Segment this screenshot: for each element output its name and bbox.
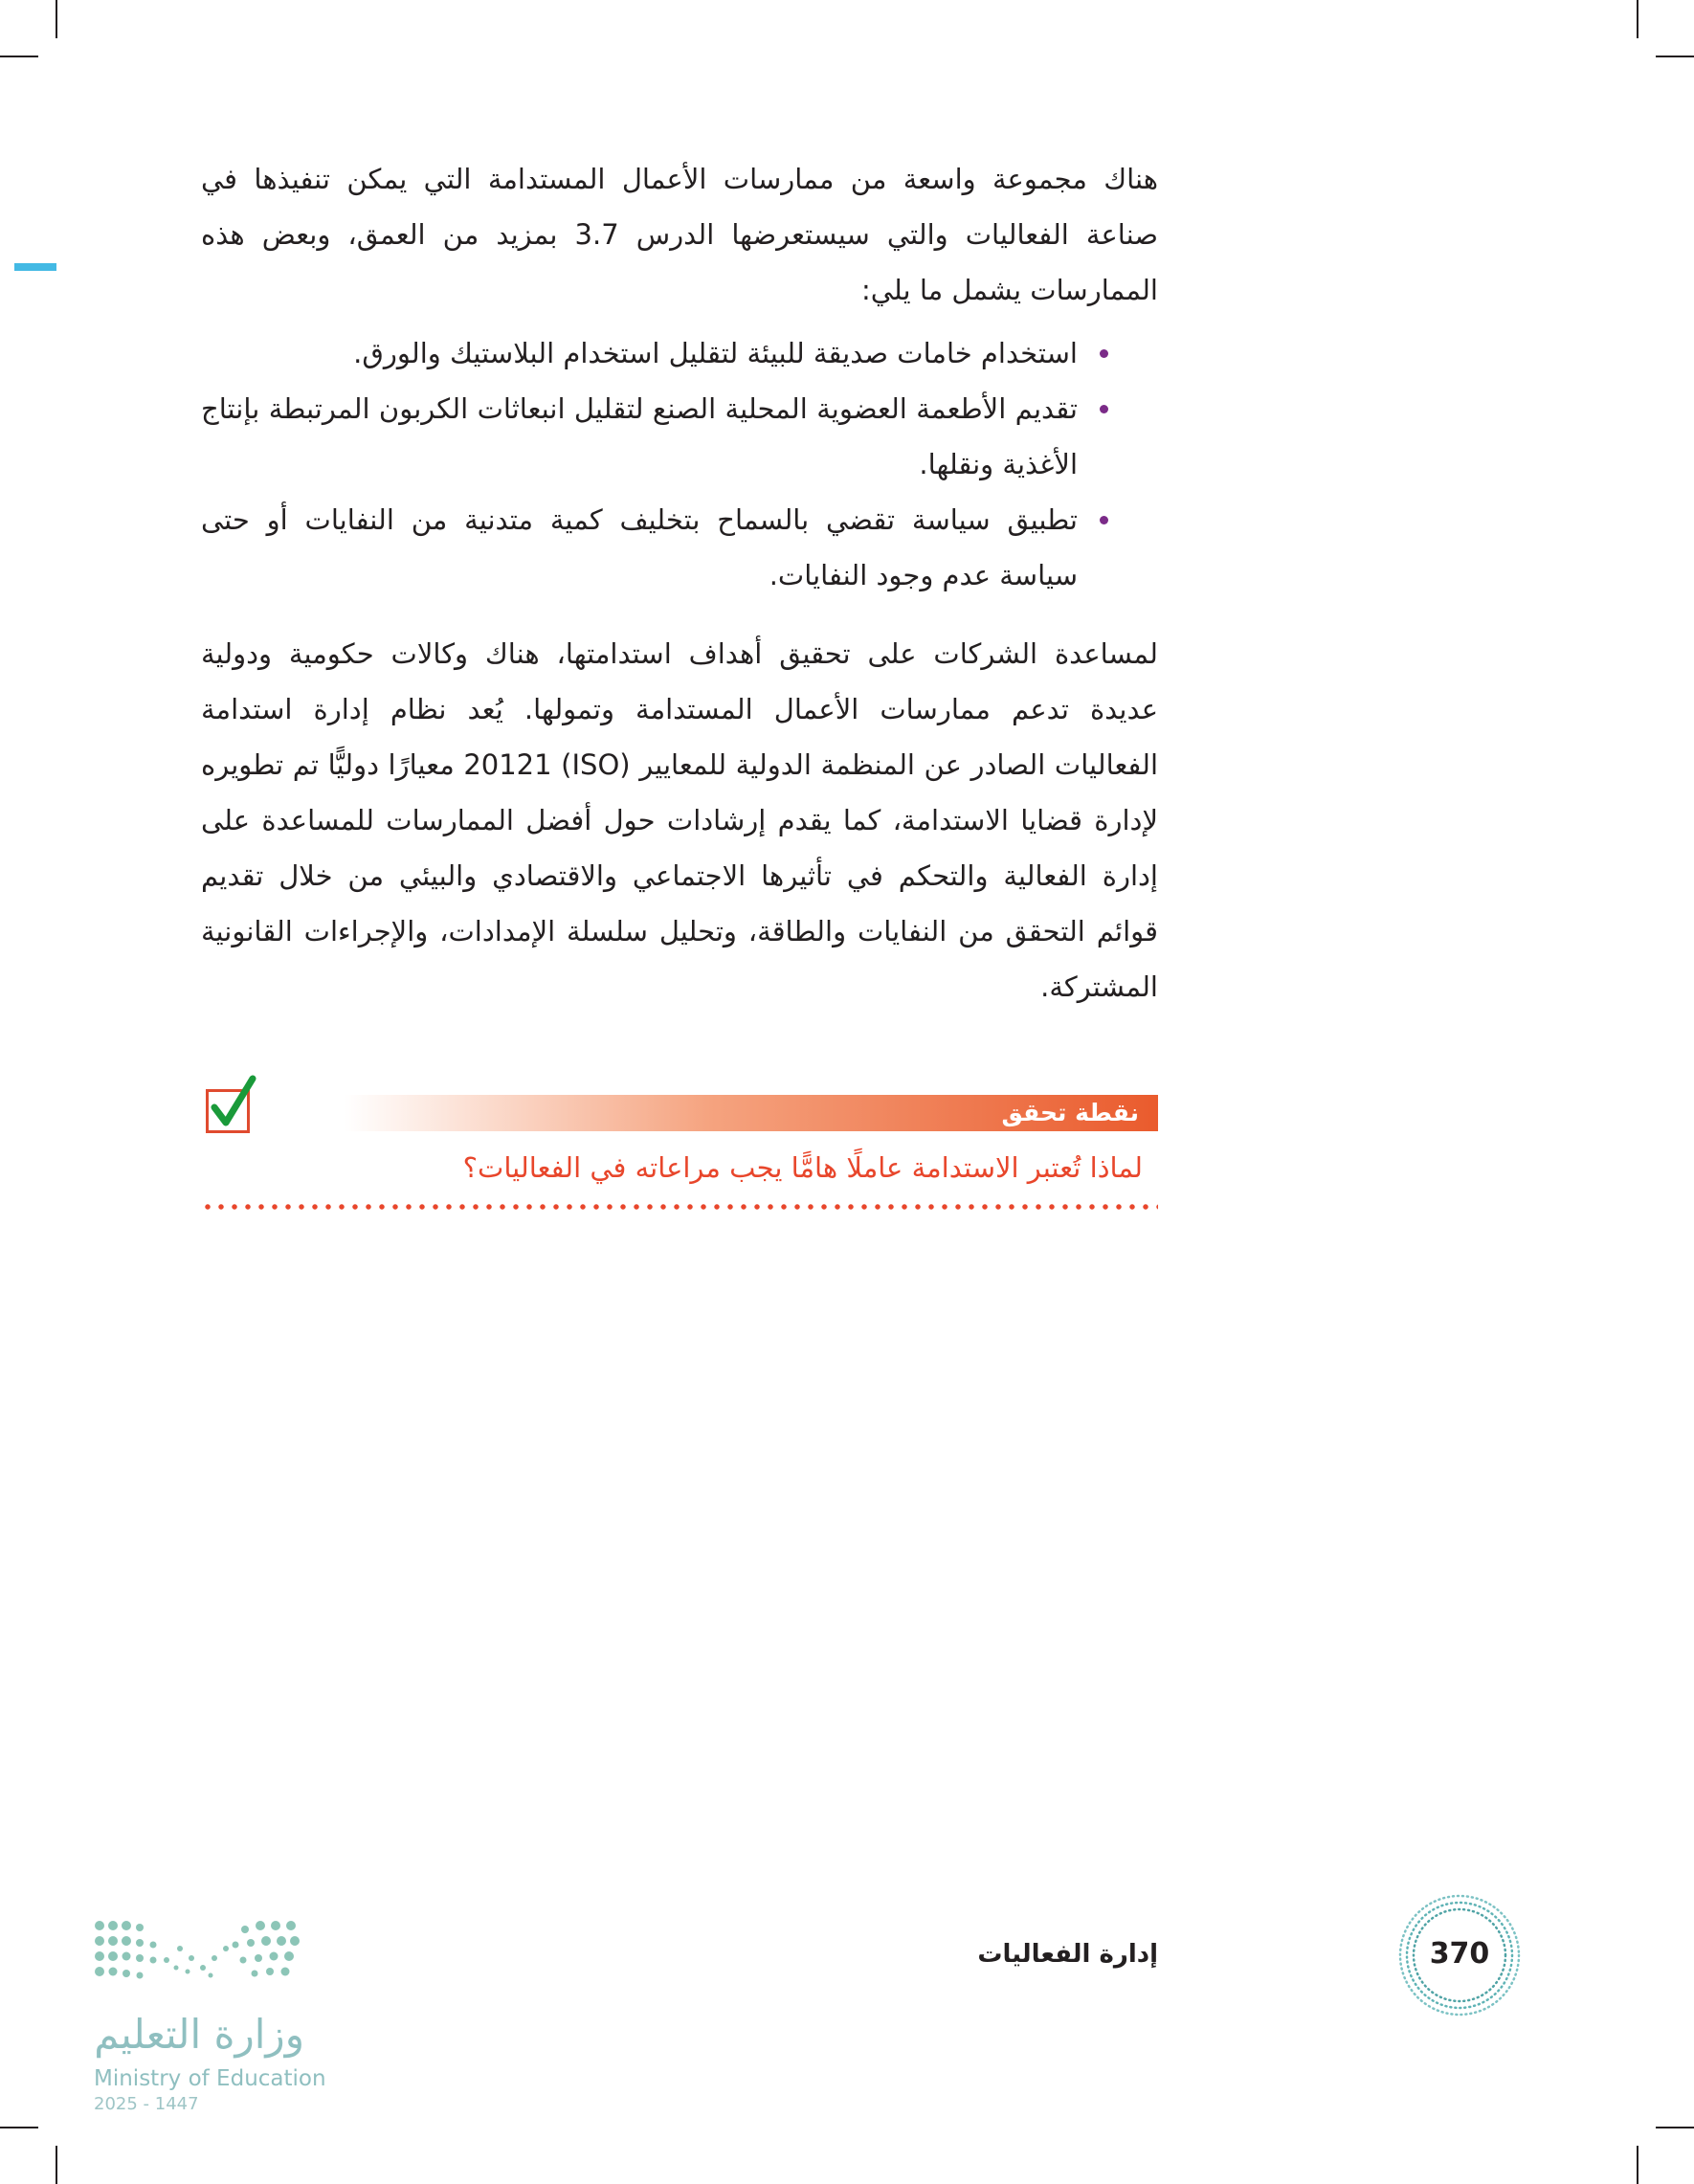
crop-mark — [56, 2146, 57, 2184]
crop-mark — [1637, 2146, 1638, 2184]
logo-dots-icon — [92, 1916, 304, 2014]
checkmark-icon — [211, 1075, 256, 1132]
logo-english-name: Ministry of Education — [94, 2066, 326, 2091]
logo-arabic-name: وزارة التعليم — [94, 2011, 304, 2058]
crop-mark — [0, 2127, 38, 2128]
page-number: 370 — [1429, 1937, 1490, 1971]
side-marker — [14, 263, 56, 271]
checkpoint-banner — [345, 1095, 1158, 1131]
checkpoint-question: لماذا تُعتبر الاستدامة عاملًا هامًّا يجب مراعاته في الفعاليات؟ — [462, 1151, 1143, 1184]
crop-mark — [1656, 2127, 1694, 2128]
dotted-divider — [201, 1204, 1158, 1210]
list-item: تقديم الأطعمة العضوية المحلية الصنع لتقليل انبعاثات الكربون المرتبطة بإنتاج الأغذية ونقلها. — [201, 381, 1158, 492]
ministry-logo — [92, 1916, 304, 2014]
intro-text: هناك مجموعة واسعة من ممارسات الأعمال المستدامة التي يمكن تنفيذها في صناعة الفعاليات والتي سيستعرضها الدرس 3.7 بمزيد من العمق، وبعض هذه الممارسات يشمل ما يلي: — [201, 163, 1158, 306]
logo-year: 2025 - 1447 — [94, 2094, 199, 2114]
crop-mark — [0, 56, 38, 57]
crop-mark — [56, 0, 57, 38]
crop-mark — [1637, 0, 1638, 38]
body-text: لمساعدة الشركات على تحقيق أهداف استدامتها، هناك وكالات حكومية ودولية عديدة تدعم ممارسات الأعمال المستدامة وتمولها. يُعد نظام إدارة استدامة الفعاليات الصادر عن المنظمة الدولية للمعايير (ISO) 20121 معيارًا دوليًّا تم تطويره لإدارة قضايا الاستدامة، كما يقدم إرشادات حول أفضل الممارسات للمساعدة على إدارة الفعالية والتحكم في تأثيرها الاجتماعي والاقتصادي والبيئي من خلال تقديم قوائم التحقق من النفايات والطاقة، وتحليل سلسلة الإمدادات، والإجراءات القانونية المشتركة. — [201, 637, 1158, 1003]
checkbox-icon — [206, 1089, 250, 1133]
chapter-title: إدارة الفعاليات — [977, 1940, 1158, 1969]
crop-mark — [1656, 56, 1694, 57]
list-item: تطبيق سياسة تقضي بالسماح بتخليف كمية متدنية من النفايات أو حتى سياسة عدم وجود النفايات. — [201, 492, 1158, 603]
bullet-list — [201, 325, 1158, 603]
body-paragraph — [201, 626, 1158, 1014]
intro-paragraph — [201, 151, 1158, 318]
checkpoint-title: نقطة تحقق — [1001, 1099, 1139, 1126]
page-number-badge — [1395, 1891, 1524, 2019]
list-item: استخدام خامات صديقة للبيئة لتقليل استخدام البلاستيك والورق. — [201, 325, 1158, 381]
